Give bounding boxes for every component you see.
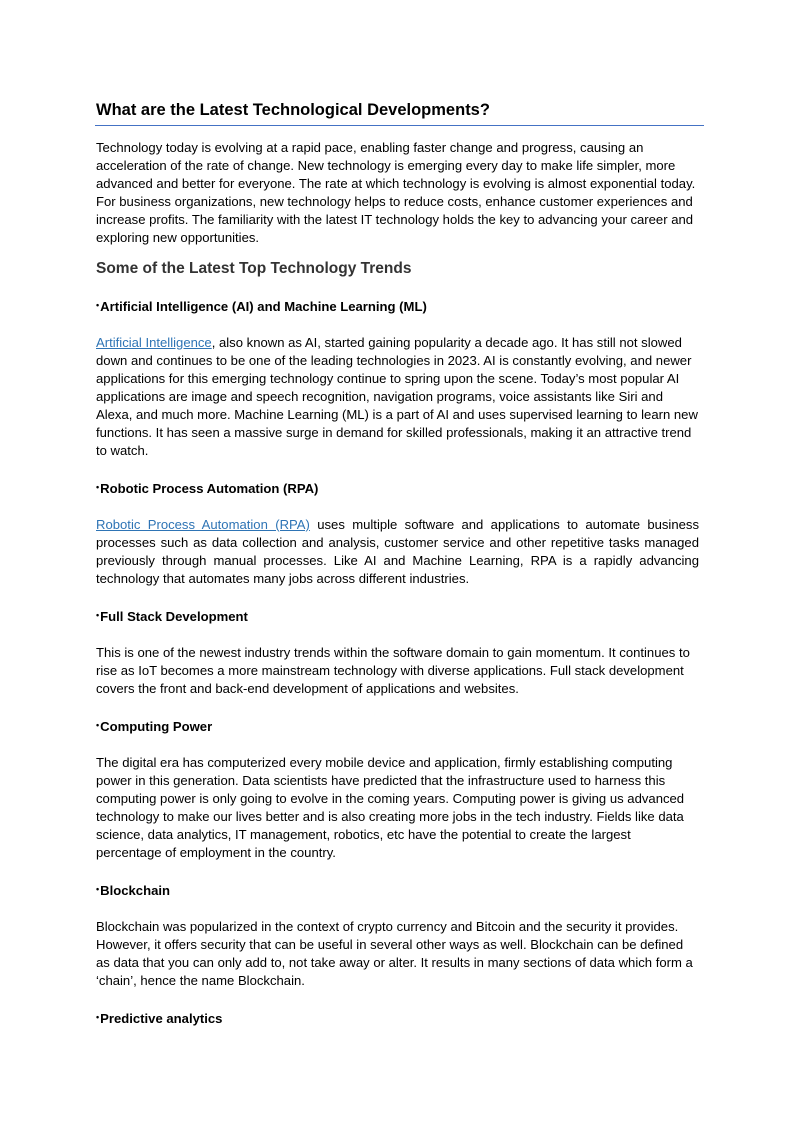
trend-body-text: uses multiple software and applications to automate business processes such as data collection and analysis, customer service and other repetitive tasks managed previously through manual processes. Like AI and Machine Learning, RPA is a rapidly advancing technology that automates many jobs across different industries. xyxy=(96,517,700,586)
bullet-icon: • xyxy=(96,482,100,492)
trend-heading-label: Computing Power xyxy=(100,719,213,734)
trend-heading-full-stack xyxy=(96,606,699,626)
trend-heading-rpa xyxy=(96,478,699,498)
bullet-icon: • xyxy=(96,884,100,894)
page-title: What are the Latest Technological Developments? xyxy=(95,98,704,126)
bullet-icon: • xyxy=(96,720,100,730)
trend-body-blockchain: Blockchain was popularized in the context of crypto currency and Bitcoin and the security it provides. However, it offers security that can be useful in several other ways as well. Blockchain can be defined as data that you can only add to, not take away or alter. It results in many sections of data which form a ‘chain’, hence the name Blockchain. xyxy=(96,919,693,988)
trend-heading-ai-ml xyxy=(96,296,699,316)
trend-heading-label: Full Stack Development xyxy=(100,609,248,624)
trend-heading-label: Robotic Process Automation (RPA) xyxy=(100,481,319,496)
trend-heading-label: Blockchain xyxy=(100,883,171,898)
trend-heading-label: Predictive analytics xyxy=(100,1011,223,1026)
trend-heading-label: Artificial Intelligence (AI) and Machine Learning (ML) xyxy=(100,299,427,314)
trend-body-rpa xyxy=(96,516,699,588)
bullet-icon: • xyxy=(96,610,100,620)
trend-body-full-stack: This is one of the newest industry trends within the software domain to gain momentum. It continues to rise as IoT becomes a more mainstream technology with diverse applications. Full stack development covers the front and back-end development of applications and websites. xyxy=(96,645,690,696)
trend-heading-blockchain xyxy=(96,880,699,900)
bullet-icon: • xyxy=(96,300,100,310)
trend-heading-predictive-analytics xyxy=(96,1008,699,1028)
trend-body-text: , also known as AI, started gaining popularity a decade ago. It has still not slowed down and continues to be one of the leading technologies in 2023. AI is constantly evolving, and newer applications for this emerging technology continue to spring upon the scene. Today’s most popular AI applications are image and speech recognition, navigation programs, voice assistants like Siri and Alexa, and much more. Machine Learning (ML) is a part of AI and uses supervised learning to learn new functions. It has seen a massive surge in demand for skilled professionals, making it an attractive trend to watch. xyxy=(96,335,698,458)
rpa-link[interactable]: Robotic Process Automation (RPA) xyxy=(96,517,310,532)
bullet-icon: • xyxy=(96,1012,100,1022)
trend-body-ai-ml xyxy=(96,334,699,460)
artificial-intelligence-link[interactable]: Artificial Intelligence xyxy=(96,335,212,350)
intro-paragraph: Technology today is evolving at a rapid pace, enabling faster change and progress, causing an acceleration of the rate of change. New technology is emerging every day to make life simpler, more advanced and better for everyone. The rate at which technology is evolving is almost exponential today. For business organizations, new technology helps to reduce costs, enhance customer experiences and increase profits. The familiarity with the latest IT technology holds the key to advancing your career and exploring new opportunities. xyxy=(96,140,696,245)
section-subtitle: Some of the Latest Top Technology Trends xyxy=(96,260,412,277)
trend-heading-computing-power xyxy=(96,716,699,736)
trend-body-computing-power: The digital era has computerized every mobile device and application, firmly establishing computing power in this generation. Data scientists have predicted that the infrastructure used to harness this computing power is only going to evolve in the coming years. Computing power is giving us advanced technology to make our lives better and is also creating more jobs in the tech industry. Fields like data science, data analytics, IT management, robotics, etc have the potential to create the largest percentage of employment in the country. xyxy=(96,755,685,860)
